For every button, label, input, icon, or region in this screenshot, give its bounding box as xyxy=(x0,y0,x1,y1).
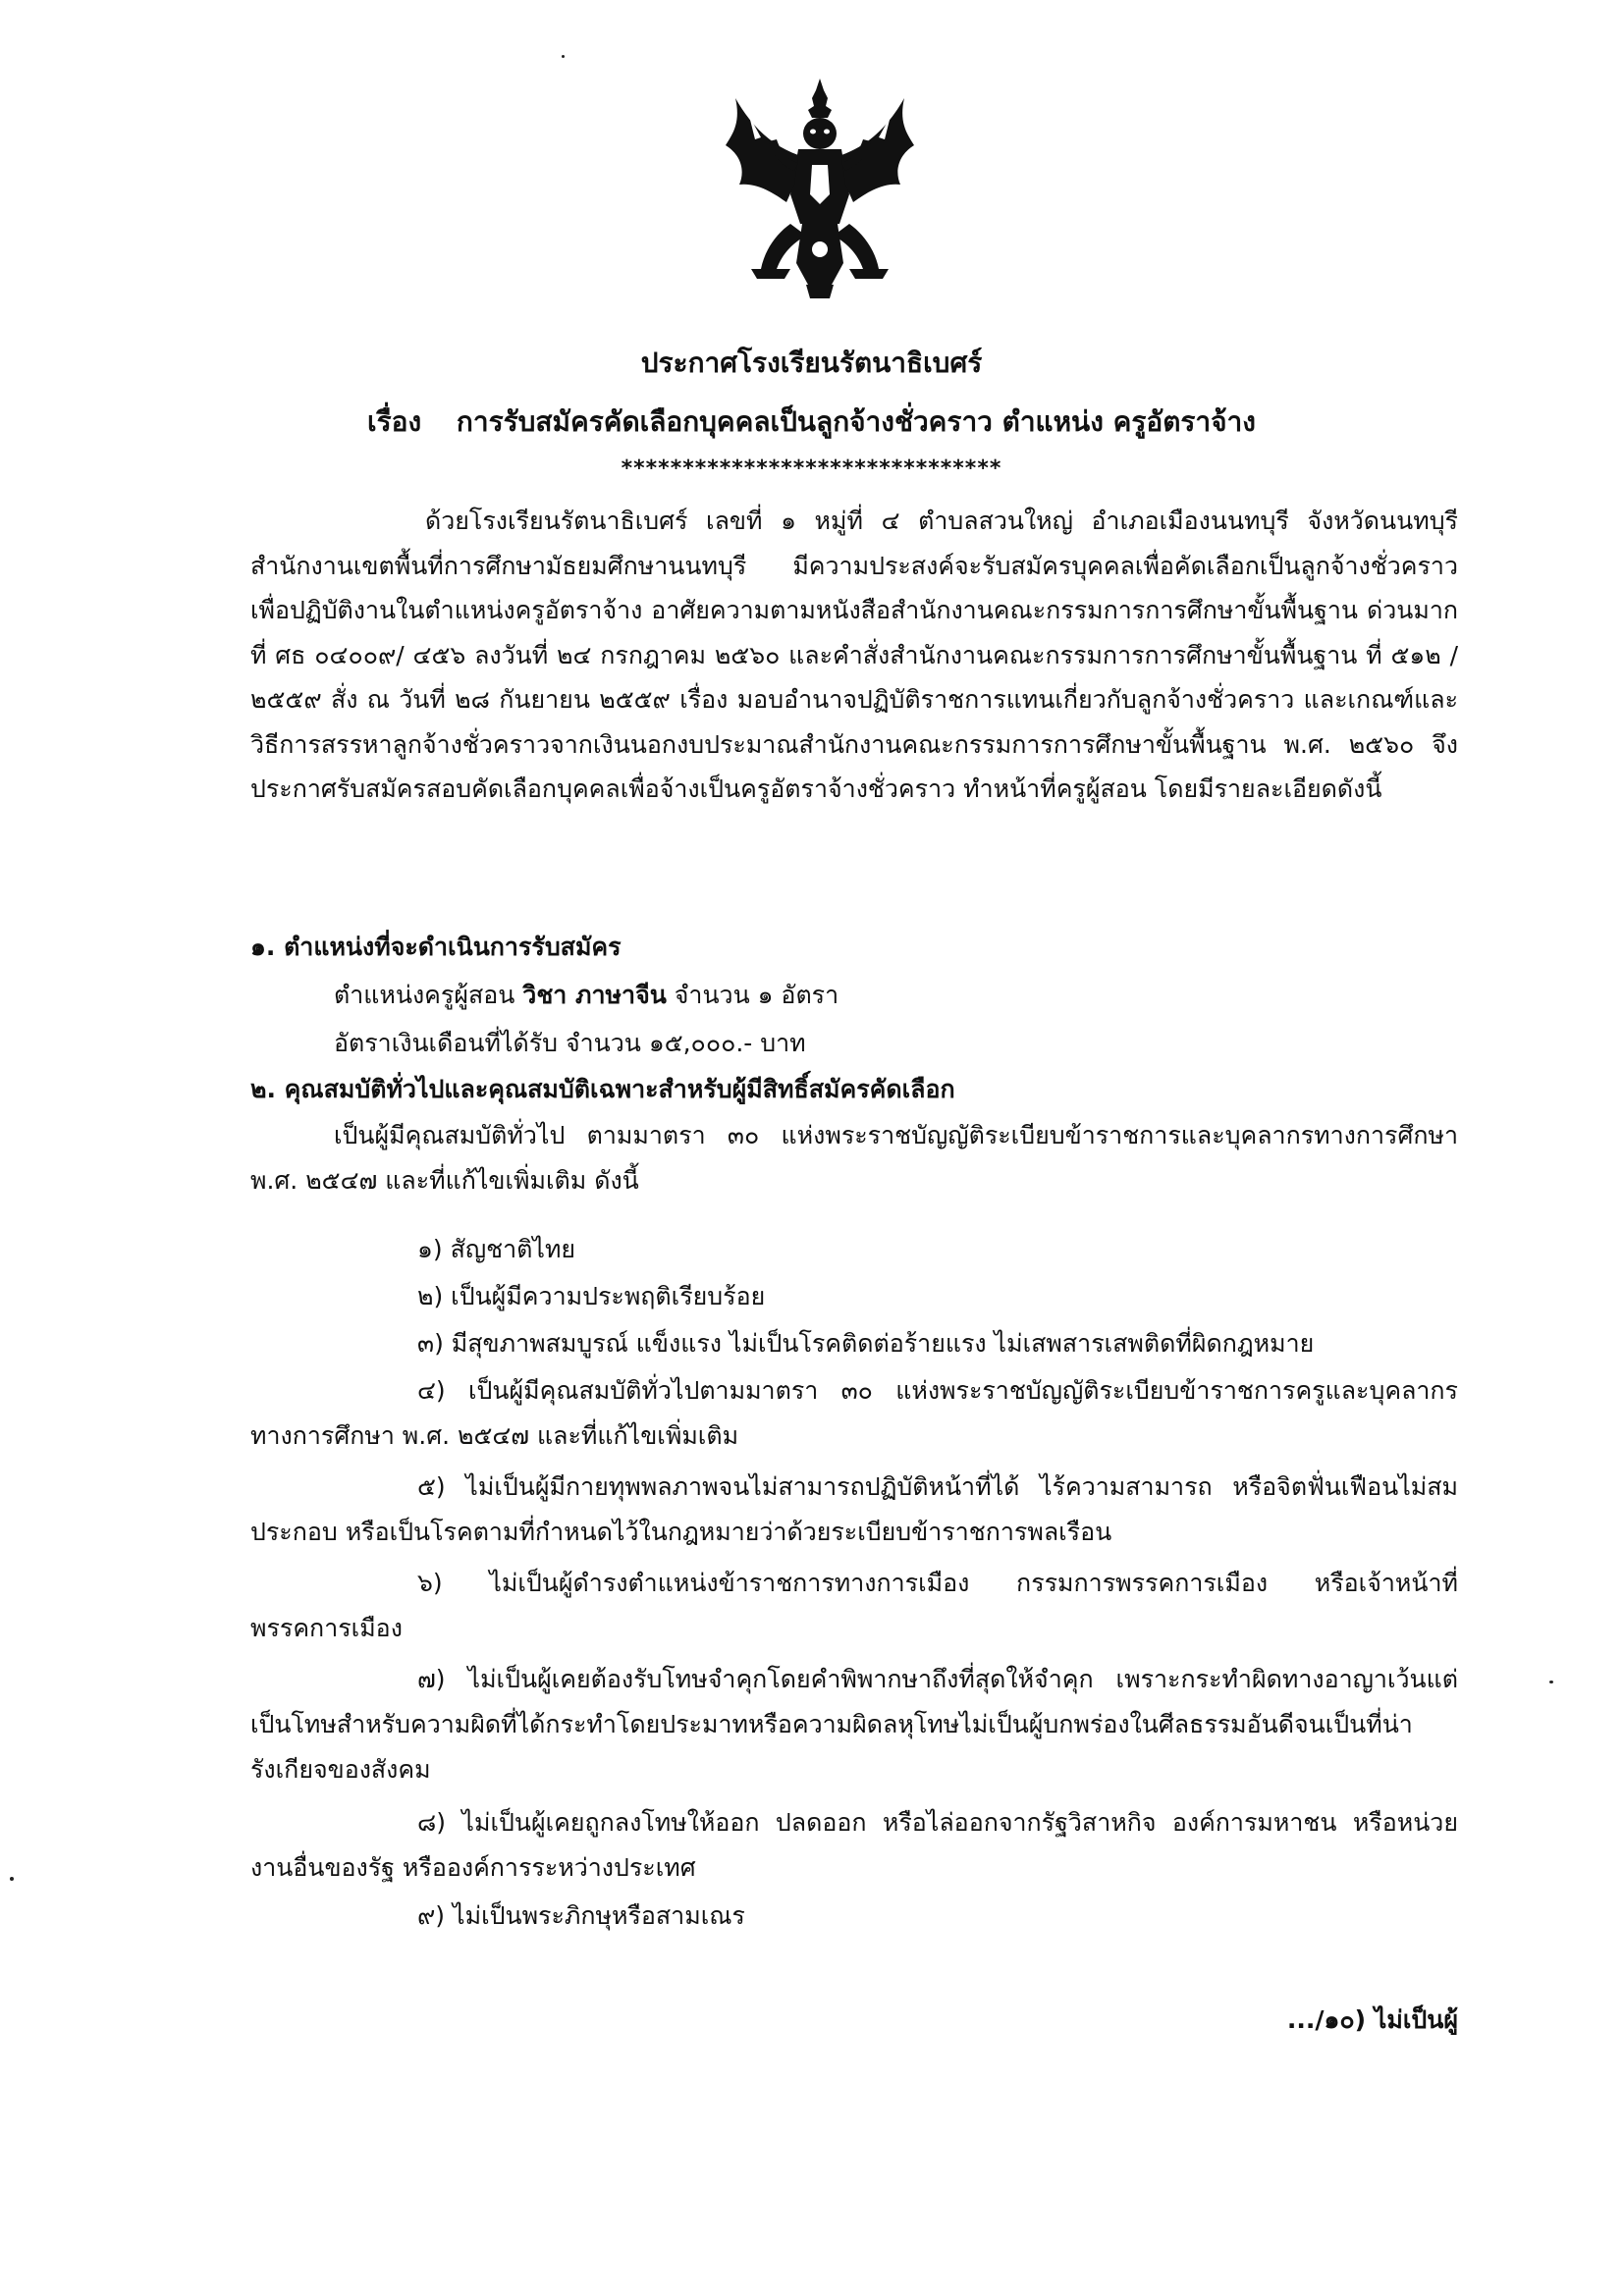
qualification-item: ๙) ไม่เป็นพระภิกษุหรือสามเณร xyxy=(417,1901,745,1930)
section-1-heading: ๑. ตำแหน่งที่จะดำเนินการรับสมัคร xyxy=(250,933,622,961)
subject-label: เรื่อง xyxy=(367,405,422,438)
garuda-emblem xyxy=(722,77,918,302)
separator-stars: ******************************* xyxy=(621,456,1002,481)
section-2-heading: ๒. คุณสมบัติทั่วไปและคุณสมบัติเฉพาะสำหรับผู้มีสิทธิ์สมัครคัดเลือก xyxy=(250,1075,955,1103)
qualification-item: ๖) ไม่เป็นผู้ดำรงตำแหน่งข้าราชการทางการเมือง กรรมการพรรคการเมือง หรือเจ้าหน้าที่พรรคการเมือง xyxy=(250,1569,1458,1642)
qualification-item: ๒) เป็นผู้มีความประพฤติเรียบร้อย xyxy=(417,1282,766,1310)
qualification-item: ๗) ไม่เป็นผู้เคยต้องรับโทษจำคุกโดยคำพิพากษาถึงที่สุดให้จำคุก เพราะกระทำผิดทางอาญาเว้นแต่เป็นโทษสำหรับความผิดที่ได้กระทำโดยประมาทหรือความผิดลหุโทษไม่เป็นผู้บกพร่องในศีลธรรมอันดีจนเป็นที่น่ารังเกียจของสังคม xyxy=(250,1665,1458,1784)
page-continuation: .../๑๐) ไม่เป็นผู้ xyxy=(1286,2005,1458,2034)
position-line xyxy=(334,976,839,1015)
subject-text: การรับสมัครคัดเลือกบุคคลเป็นลูกจ้างชั่วคราว ตำแหน่ง ครูอัตราจ้าง xyxy=(456,405,1256,438)
document-subject xyxy=(0,404,1623,440)
qualification-item: ๓) มีสุขภาพสมบูรณ์ แข็งแรง ไม่เป็นโรคติดต่อร้ายแรง ไม่เสพสารเสพติดที่ผิดกฎหมาย xyxy=(417,1329,1315,1358)
position-subject: วิชา ภาษาจีน xyxy=(522,981,667,1009)
salary-line: อัตราเงินเดือนที่ได้รับ จำนวน ๑๕,๐๐๐.- บาท xyxy=(334,1029,806,1057)
qualification-item: ๑) สัญชาติไทย xyxy=(417,1235,576,1263)
qualification-item: ๔) เป็นผู้มีคุณสมบัติทั่วไปตามมาตรา ๓๐ แห่งพระราชบัญญัติระเบียบข้าราชการครูและบุคลากรทางการศึกษา พ.ศ. ๒๕๔๗ และที่แก้ไขเพิ่มเติม xyxy=(250,1376,1458,1450)
scan-speck xyxy=(10,1877,14,1881)
position-suffix: จำนวน ๑ อัตรา xyxy=(674,981,839,1009)
qualification-item: ๘) ไม่เป็นผู้เคยถูกลงโทษให้ออก ปลดออก หรือไล่ออกจากรัฐวิสาหกิจ องค์การมหาชน หรือหน่วยงานอื่นของรัฐ หรือองค์การระหว่างประเทศ xyxy=(250,1808,1458,1882)
position-prefix: ตำแหน่งครูผู้สอน xyxy=(334,981,515,1009)
scan-speck xyxy=(562,55,565,58)
document-title: ประกาศโรงเรียนรัตนาธิเบศร์ xyxy=(640,347,983,379)
section-2-intro: เป็นผู้มีคุณสมบัติทั่วไป ตามมาตรา ๓๐ แห่งพระราชบัญญัติระเบียบข้าราชการและบุคลากรทางการศึกษา พ.ศ. ๒๕๔๗ และที่แก้ไขเพิ่มเติม ดังนี้ xyxy=(250,1121,1458,1195)
scan-speck xyxy=(1549,1681,1553,1683)
intro-paragraph: ด้วยโรงเรียนรัตนาธิเบศร์ เลขที่ ๑ หมู่ที่ ๔ ตำบลสวนใหญ่ อำเภอเมืองนนทบุรี จังหวัดนนทบุรี สำนักงานเขตพื้นที่การศึกษามัธยมศึกษานนทบุรี มีความประสงค์จะรับสมัครบุคคลเพื่อคัดเลือกเป็นลูกจ้างชั่วคราว เพื่อปฏิบัติงานในตำแหน่งครูอัตราจ้าง อาศัยความตามหนังสือสำนักงานคณะกรรมการการศึกษาขั้นพื้นฐาน ด่วนมาก ที่ ศธ ๐๔๐๐๙/ ๔๕๖ ลงวันที่ ๒๔ กรกฎาคม ๒๕๖๐ และคำสั่งสำนักงานคณะกรรมการการศึกษาขั้นพื้นฐาน ที่ ๕๑๒ / ๒๕๕๙ สั่ง ณ วันที่ ๒๘ กันยายน ๒๕๕๙ เรื่อง มอบอำนาจปฏิบัติราชการแทนเกี่ยวกับลูกจ้างชั่วคราว และเกณฑ์และวิธีการสรรหาลูกจ้างชั่วคราวจากเงินนอกงบประมาณสำนักงานคณะกรรมการการศึกษาขั้นพื้นฐาน พ.ศ. ๒๕๖๐ จึงประกาศรับสมัครสอบคัดเลือกบุคคลเพื่อจ้างเป็นครูอัตราจ้างชั่วคราว ทำหน้าที่ครูผู้สอน โดยมีรายละเอียดดังนี้ xyxy=(250,507,1458,803)
qualification-item: ๕) ไม่เป็นผู้มีกายทุพพลภาพจนไม่สามารถปฏิบัติหน้าที่ได้ ไร้ความสามารถ หรือจิตฟั่นเฟือนไม่สมประกอบ หรือเป็นโรคตามที่กำหนดไว้ในกฎหมายว่าด้วยระเบียบข้าราชการพลเรือน xyxy=(250,1472,1458,1546)
